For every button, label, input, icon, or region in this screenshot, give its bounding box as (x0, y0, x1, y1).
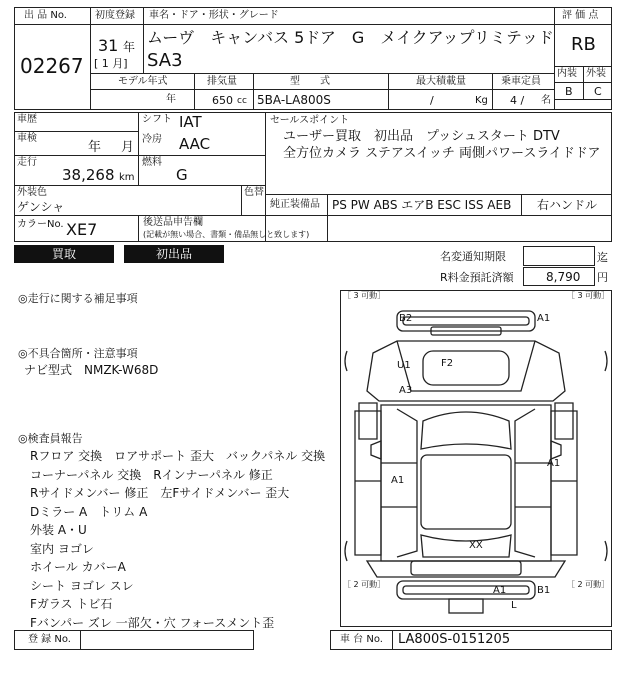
mileage-unit: km (119, 172, 135, 183)
equipment-value: PS PW ABS エアB ESC ISS AEB (332, 198, 512, 212)
inspector-label: ◎検査員報告 (18, 432, 83, 445)
report-line: シート ヨゴレ スレ (30, 578, 134, 593)
car-name-label: 車名・ドア・形状・グレード (149, 10, 279, 21)
damage-a3: A3 (399, 385, 413, 396)
sales-point-line2: 全方位カメラ ステアスイッチ 両側パワースライドドア (283, 146, 601, 161)
color-change-label: 色替 (244, 187, 264, 198)
interior-grade: B (565, 85, 573, 98)
grade-value: RB (571, 34, 596, 55)
type-label: 型 式 (290, 76, 330, 87)
model-year-label: モデル年式 (118, 76, 168, 87)
steering-value: 右ハンドル (537, 198, 598, 212)
fuel-value: G (176, 166, 188, 184)
equipment-label: 純正装備品 (270, 199, 320, 210)
corner-label-bottom-left: ［ 2 可動］ (343, 580, 386, 589)
driving-notes-label: ◎走行に関する補足事項 (18, 292, 138, 305)
name-change-unit: 迄 (597, 251, 608, 264)
exterior-grade: C (594, 85, 602, 98)
damage-a1-top: A1 (537, 313, 551, 324)
shift-label: シフト (142, 114, 172, 125)
mileage-value: 38,268 (62, 166, 115, 184)
recycle-unit: 円 (597, 271, 608, 284)
damage-xx: XX (469, 540, 483, 551)
cooling-value: AAC (179, 135, 211, 153)
sales-point-label: セールスポイント (270, 115, 350, 126)
shaken-month-unit: 月 (121, 140, 135, 155)
damage-a1-left: A1 (391, 475, 405, 486)
report-line: 外装 A・U (30, 523, 87, 537)
damage-b1: B1 (537, 585, 551, 596)
shaken-year-unit: 年 (88, 140, 102, 155)
chassis-value: LA800S-0151205 (398, 632, 511, 647)
defects-line1: ナビ型式 NMZK-W68D (24, 363, 159, 377)
lot-label: 出 品 No. (24, 10, 67, 21)
reg-no-label: 登 録 No. (28, 634, 71, 645)
type-value: 5BA-LA800S (257, 93, 331, 107)
recycle-label: R料金預託済額 (440, 271, 514, 284)
cooling-label: 冷房 (142, 134, 162, 145)
inspector-report (30, 447, 325, 632)
tag-first-listing: 初出品 (124, 245, 224, 263)
recycle-value: 8,790 (546, 270, 581, 284)
aftermarket-note: (記載が無い場合、書類・備品無しと致します) (143, 230, 310, 239)
damage-a1-bottom: A1 (493, 585, 507, 596)
grade-label: 評 価 点 (562, 10, 599, 21)
max-load-value: / (430, 94, 434, 107)
corner-label-top-left: ［ 3 可動］ (343, 291, 386, 300)
first-reg-year-unit: 年 (123, 40, 136, 54)
report-line: Rサイドメンバー 修正 左Fサイドメンバー 歪大 (30, 486, 290, 500)
exterior-color-label: 外装色 (17, 187, 47, 198)
first-reg-year: 31 (98, 36, 119, 55)
color-no-value: XE7 (66, 220, 98, 239)
car-name-line1: ムーヴ キャンバス 5ドア G メイクアップリミテッド (147, 28, 554, 47)
color-no-label: カラーNo. (17, 219, 64, 230)
report-line: 室内 ヨゴレ (30, 541, 94, 556)
max-load-label: 最大積載量 (416, 76, 466, 87)
car-diagram-svg (341, 291, 611, 626)
exterior-label: 外装 (586, 68, 606, 79)
tag-kaitori: 買取 (14, 245, 114, 263)
report-line: コーナーパネル 交換 Rインナーパネル 修正 (30, 467, 273, 482)
displacement-value: 650 (212, 94, 233, 107)
model-year-value: 年 (166, 94, 176, 105)
capacity-value: 4 / (510, 94, 525, 107)
car-diagram (340, 290, 612, 627)
corner-label-top-right: ［ 3 可動］ (567, 291, 610, 300)
aftermarket-label: 後送品申告欄 (143, 217, 203, 228)
capacity-label: 乗車定員 (501, 76, 541, 87)
lot-number: 02267 (20, 54, 84, 78)
fuel-label: 燃料 (142, 157, 162, 168)
defects-label: ◎不具合箇所・注意事項 (18, 347, 138, 360)
displacement-label: 排気量 (207, 76, 237, 87)
shaken-label: 車検 (17, 133, 37, 144)
max-load-unit: Kg (475, 95, 488, 106)
capacity-unit: 名 (541, 95, 551, 106)
report-line: Fガラス トビ石 (30, 597, 113, 611)
damage-f2: F2 (441, 358, 454, 369)
report-line: Rフロア 交換 ロアサポート 歪大 バックパネル 交換 (30, 449, 326, 463)
chassis-label: 車 台 No. (340, 634, 383, 645)
damage-u1: U1 (397, 360, 411, 371)
damage-l: L (511, 600, 517, 611)
shift-value: IAT (179, 113, 202, 131)
report-line: ホイール カバーA (30, 560, 126, 574)
interior-label: 内装 (557, 68, 577, 79)
report-line: Fバンパー ズレ 一部欠・穴 フォースメント歪 (30, 615, 275, 630)
corner-label-bottom-right: ［ 2 可動］ (567, 580, 610, 589)
damage-b2: B2 (399, 313, 413, 324)
first-reg-label: 初度登録 (95, 10, 135, 21)
first-reg-month: [ 1 月] (94, 57, 128, 70)
damage-a1-right: A1 (547, 458, 561, 469)
exterior-color-value: ゲンシャ (17, 200, 65, 214)
mileage-label: 走行 (17, 157, 37, 168)
history-label: 車歴 (17, 114, 37, 125)
name-change-box (523, 246, 595, 266)
displacement-unit: cc (237, 96, 247, 106)
sales-point-line1: ユーザー買取 初出品 プッシュスタート DTV (283, 129, 560, 144)
name-change-label: 名変通知期限 (440, 250, 506, 263)
report-line: Dミラー A トリム A (30, 504, 148, 519)
car-name-line2: SA3 (147, 50, 183, 71)
